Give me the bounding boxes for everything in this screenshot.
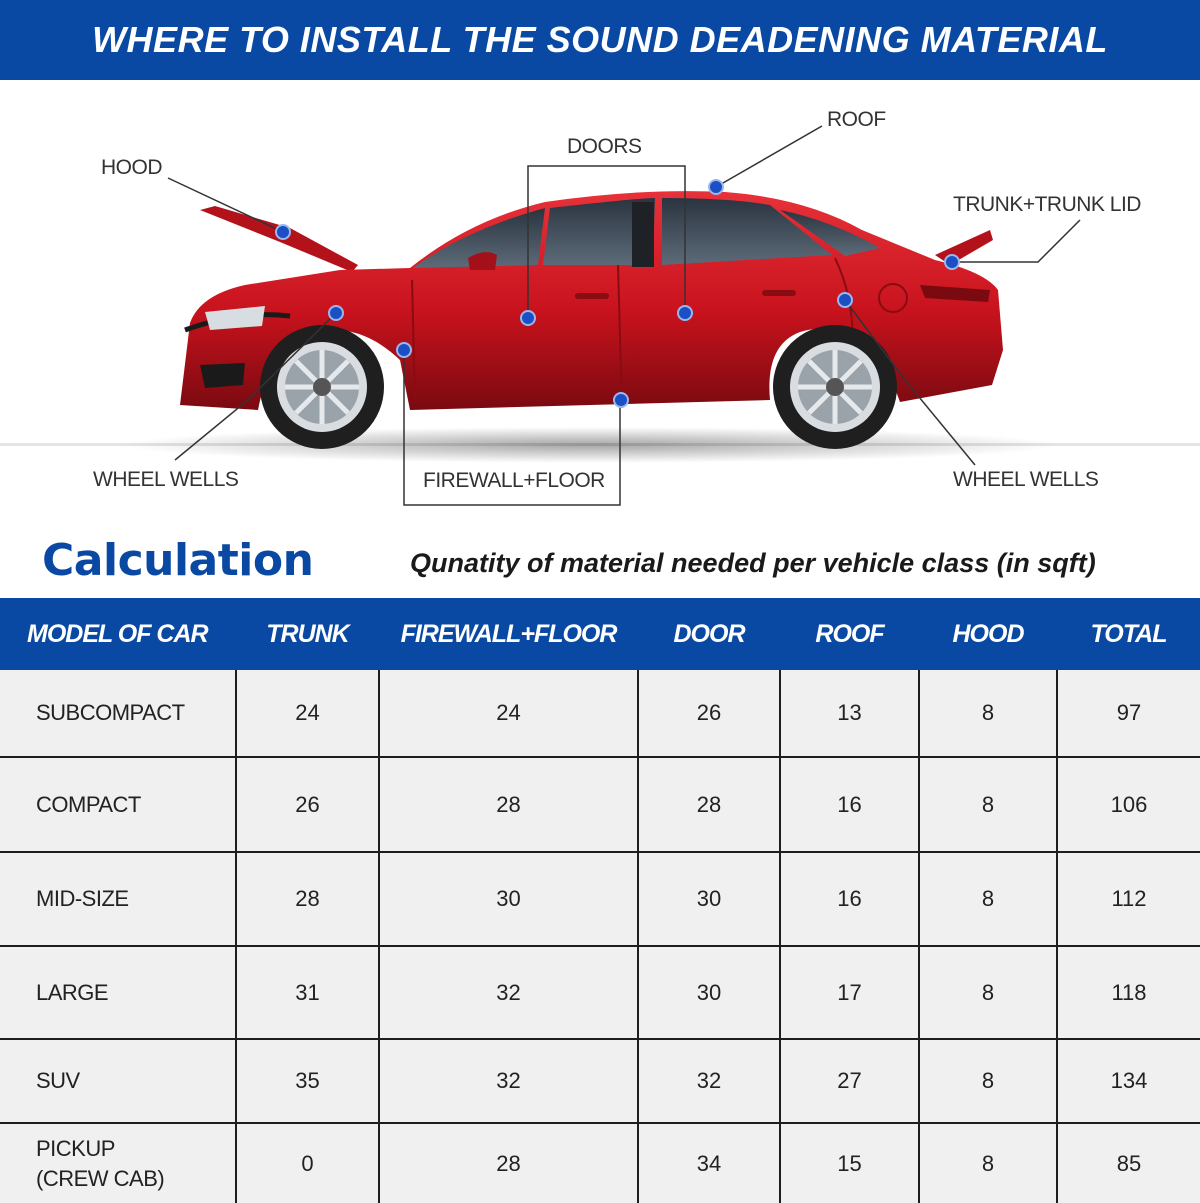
value-cell: 27 — [780, 1039, 919, 1123]
value-cell: 28 — [236, 852, 379, 946]
table-row — [0, 670, 1200, 757]
hood-leader — [168, 178, 283, 232]
value-cell: 13 — [780, 670, 919, 757]
rear-wheel-well-marker — [838, 293, 852, 307]
hood-marker — [276, 225, 290, 239]
front-intake — [200, 363, 245, 388]
install-diagram — [0, 80, 1200, 520]
front-door-handle — [575, 293, 609, 299]
value-cell: 15 — [780, 1123, 919, 1203]
value-cell: 97 — [1057, 670, 1200, 757]
calculation-title: Calculation — [42, 535, 314, 586]
front-wheel-well-marker — [329, 306, 343, 320]
value-cell: 34 — [638, 1123, 780, 1203]
value-cell: 8 — [919, 1123, 1057, 1203]
front-wheel — [260, 325, 384, 449]
value-cell: 0 — [236, 1123, 379, 1203]
hood-panel — [200, 206, 358, 272]
header-firewall-floor: FIREWALL+FLOOR — [400, 619, 617, 648]
value-cell: 30 — [638, 852, 780, 946]
value-cell: 24 — [236, 670, 379, 757]
value-cell: 8 — [919, 852, 1057, 946]
table-body — [0, 670, 1200, 1203]
value-cell: 134 — [1057, 1039, 1200, 1123]
value-cell: 30 — [638, 946, 780, 1039]
car-shadow — [120, 427, 1060, 463]
table-row — [0, 757, 1200, 852]
value-cell: 26 — [638, 670, 780, 757]
header-model: MODEL OF CAR — [27, 619, 208, 648]
table-row — [0, 1039, 1200, 1123]
roof-marker — [709, 180, 723, 194]
table-row — [0, 1123, 1200, 1203]
value-cell: 28 — [638, 757, 780, 852]
model-cell: PICKUP (CREW CAB) — [0, 1123, 236, 1203]
calculation-subtitle: Qunatity of material needed per vehicle class (in sqft) — [410, 548, 1096, 578]
value-cell: 32 — [638, 1039, 780, 1123]
firewall-marker — [397, 343, 411, 357]
table-header-row — [0, 598, 1200, 670]
quantity-table — [0, 598, 1200, 1203]
header-roof: ROOF — [815, 619, 884, 648]
value-cell: 8 — [919, 670, 1057, 757]
roof-leader — [716, 126, 822, 187]
model-cell: COMPACT — [0, 757, 236, 852]
value-cell: 8 — [919, 757, 1057, 852]
value-cell: 31 — [236, 946, 379, 1039]
front-door-marker — [521, 311, 535, 325]
rear-door-handle — [762, 290, 796, 296]
rear-door-marker — [678, 306, 692, 320]
model-cell: MID-SIZE — [0, 852, 236, 946]
label-trunk: TRUNK+TRUNK LID — [953, 193, 1141, 216]
table-row — [0, 946, 1200, 1039]
value-cell: 28 — [379, 757, 638, 852]
value-cell: 30 — [379, 852, 638, 946]
label-doors: DOORS — [567, 135, 642, 158]
value-cell: 16 — [780, 757, 919, 852]
label-wheel-wells-front: WHEEL WELLS — [93, 468, 239, 491]
header-hood: HOOD — [952, 619, 1024, 648]
model-cell: SUV — [0, 1039, 236, 1123]
table-row — [0, 852, 1200, 946]
value-cell: 24 — [379, 670, 638, 757]
value-cell: 106 — [1057, 757, 1200, 852]
floor-marker — [614, 393, 628, 407]
value-cell: 112 — [1057, 852, 1200, 946]
trunk-marker — [945, 255, 959, 269]
value-cell: 8 — [919, 946, 1057, 1039]
model-cell: LARGE — [0, 946, 236, 1039]
value-cell: 32 — [379, 1039, 638, 1123]
label-roof: ROOF — [827, 108, 886, 131]
value-cell: 85 — [1057, 1123, 1200, 1203]
label-hood: HOOD — [101, 156, 162, 179]
header-trunk: TRUNK — [266, 619, 349, 648]
value-cell: 35 — [236, 1039, 379, 1123]
b-pillar — [632, 202, 654, 267]
value-cell: 32 — [379, 946, 638, 1039]
title-banner — [0, 0, 1200, 80]
header-door: DOOR — [673, 619, 745, 648]
value-cell: 17 — [780, 946, 919, 1039]
value-cell: 8 — [919, 1039, 1057, 1123]
model-cell: SUBCOMPACT — [0, 670, 236, 757]
header-total: TOTAL — [1090, 619, 1167, 648]
value-cell: 16 — [780, 852, 919, 946]
value-cell: 28 — [379, 1123, 638, 1203]
label-wheel-wells-rear: WHEEL WELLS — [953, 468, 1099, 491]
label-firewall-floor: FIREWALL+FLOOR — [423, 469, 605, 492]
page-title: WHERE TO INSTALL THE SOUND DEADENING MATERIAL — [92, 19, 1108, 60]
value-cell: 118 — [1057, 946, 1200, 1039]
trunk-lid — [935, 230, 993, 265]
value-cell: 26 — [236, 757, 379, 852]
